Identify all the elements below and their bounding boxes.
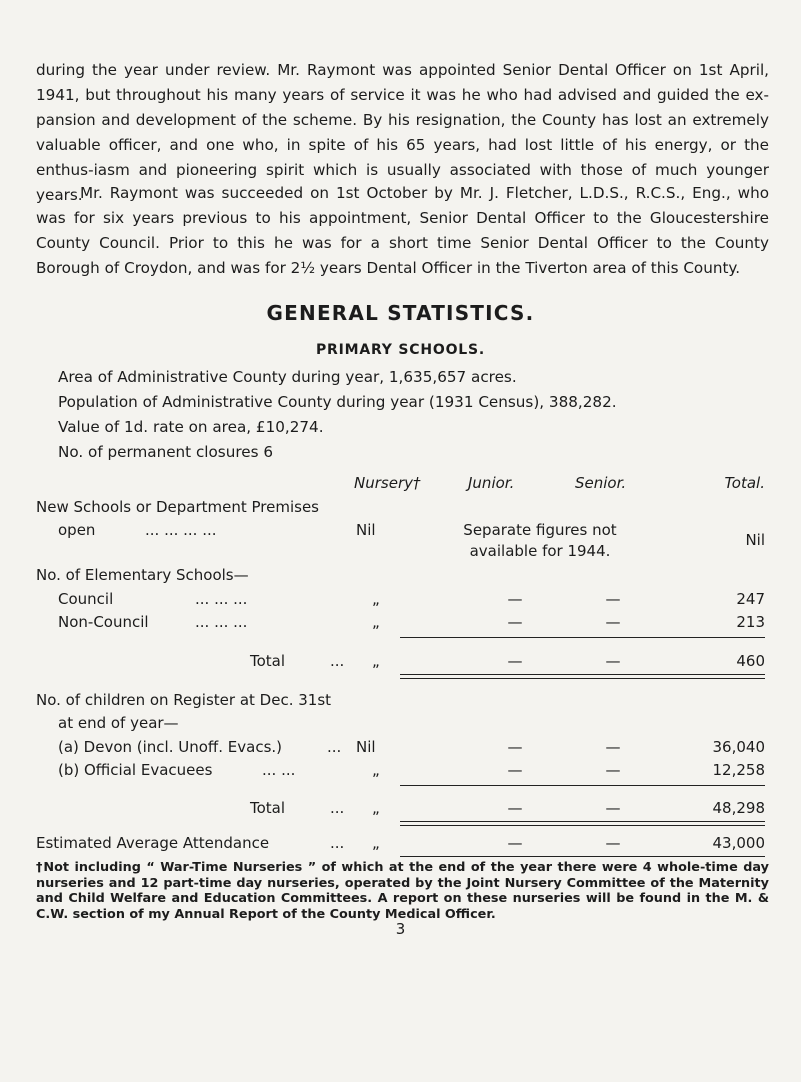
- schools-total-senior: —: [605, 652, 621, 670]
- section-heading: GENERAL STATISTICS.: [266, 301, 535, 325]
- council-total: 247: [736, 590, 765, 608]
- subtotal-rule: [400, 637, 765, 638]
- children-total-senior: —: [605, 799, 621, 817]
- new-schools-note-line-2: available for 1944.: [469, 542, 611, 560]
- succession-paragraph: Mr. Raymont was succeeded on 1st October by Mr. J. Fletcher, L.D.S., R.C.S., Eng., who was for six years previous to his appointment, Senior Dental Officer to the Gloucestershire County Council. Prior to this he was for a short time Senior Dental Officer to the County Borough of Croydon, and was for 2½ years Dental Officer in the Tiverton area of this County.: [36, 184, 769, 277]
- children-total-label: Total: [250, 799, 286, 817]
- subtotal-rule: [400, 785, 765, 786]
- header-nursery: Nursery†: [354, 474, 421, 492]
- leader-dots: ...: [330, 799, 345, 817]
- closing-rule: [400, 856, 765, 857]
- fact-population: Population of Administrative County during year (1931 Census), 388,282.: [58, 393, 617, 411]
- schools-total-value: 460: [736, 652, 765, 670]
- leader-dots: ...: [330, 652, 345, 670]
- non-council-junior: —: [507, 613, 523, 631]
- fact-rate-value: Value of 1d. rate on area, £10,274.: [58, 418, 324, 436]
- devon-junior: —: [507, 738, 523, 756]
- evacuees-nursery: „: [372, 761, 380, 779]
- leader-dots: ...: [330, 834, 345, 852]
- children-register-label-2: at end of year—: [58, 714, 179, 732]
- attendance-nursery: „: [372, 834, 380, 852]
- new-schools-note-line-1: Separate figures not: [463, 521, 617, 539]
- leader-dots: ...: [327, 738, 342, 756]
- council-junior: —: [507, 590, 523, 608]
- attendance-label: Estimated Average Attendance: [36, 834, 270, 852]
- council-nursery: „: [372, 590, 380, 608]
- evacuees-total: 12,258: [712, 761, 765, 779]
- council-label: Council: [58, 590, 114, 608]
- header-senior: Senior.: [575, 474, 627, 492]
- leader-dots: ... ... ...: [195, 613, 248, 631]
- header-total: Total.: [724, 474, 765, 492]
- new-schools-label-open: open: [58, 521, 96, 539]
- attendance-senior: —: [605, 834, 621, 852]
- fact-closures: No. of permanent closures 6: [58, 443, 274, 461]
- leader-dots: ... ...: [262, 761, 296, 779]
- non-council-total: 213: [736, 613, 765, 631]
- devon-total: 36,040: [712, 738, 765, 756]
- page-number: 3: [395, 920, 406, 938]
- council-senior: —: [605, 590, 621, 608]
- section-subheading: PRIMARY SCHOOLS.: [315, 342, 486, 358]
- non-council-senior: —: [605, 613, 621, 631]
- new-schools-total: Nil: [745, 531, 765, 549]
- leader-dots: ... ... ... ...: [145, 521, 217, 539]
- children-total-value: 48,298: [712, 799, 765, 817]
- children-register-label: No. of children on Register at Dec. 31st: [36, 691, 332, 709]
- header-junior: Junior.: [468, 474, 515, 492]
- footnote: †Not including “ War-Time Nurseries ” of which at the end of the year there were 4 whole-time day nurseries and 12 part-time day nurseries, operated by the Joint Nursery Committee of the Maternity and Child Welfare and Education Committees. A report on these nurseries will be found in the M. & C.W. section of my Annual Report of the County Medical Officer.: [36, 860, 769, 922]
- attendance-junior: —: [507, 834, 523, 852]
- devon-senior: —: [605, 738, 621, 756]
- new-schools-nursery: Nil: [356, 521, 376, 539]
- evacuees-junior: —: [507, 761, 523, 779]
- evacuees-senior: —: [605, 761, 621, 779]
- evacuees-label: (b) Official Evacuees: [58, 761, 213, 779]
- leader-dots: ... ... ...: [195, 590, 248, 608]
- children-total-nursery: „: [372, 799, 380, 817]
- fact-area: Area of Administrative County during year, 1,635,657 acres.: [58, 368, 517, 386]
- schools-total-junior: —: [507, 652, 523, 670]
- devon-nursery: Nil: [356, 738, 376, 756]
- schools-total-label: Total: [250, 652, 286, 670]
- attendance-total: 43,000: [712, 834, 765, 852]
- elementary-schools-label: No. of Elementary Schools—: [36, 566, 249, 584]
- children-total-junior: —: [507, 799, 523, 817]
- total-double-rule: [400, 821, 765, 826]
- non-council-nursery: „: [372, 613, 380, 631]
- devon-label: (a) Devon (incl. Unoff. Evacs.): [58, 738, 283, 756]
- intro-paragraph: during the year under review. Mr. Raymont was appointed Senior Dental Officer on 1st April, 1941, but throughout his many years of service it was he who had advised and guided the ex-pansion and development of the scheme. By his resignation, the County has lost an extremely valuable officer, and one who, in spite of his 65 years, had lost little of his energy, or the enthus-iasm and pioneering spirit which is usually associated with those of much younger years.: [36, 61, 769, 204]
- schools-total-nursery: „: [372, 652, 380, 670]
- total-double-rule: [400, 674, 765, 679]
- non-council-label: Non-Council: [58, 613, 149, 631]
- new-schools-label: New Schools or Department Premises: [36, 498, 320, 516]
